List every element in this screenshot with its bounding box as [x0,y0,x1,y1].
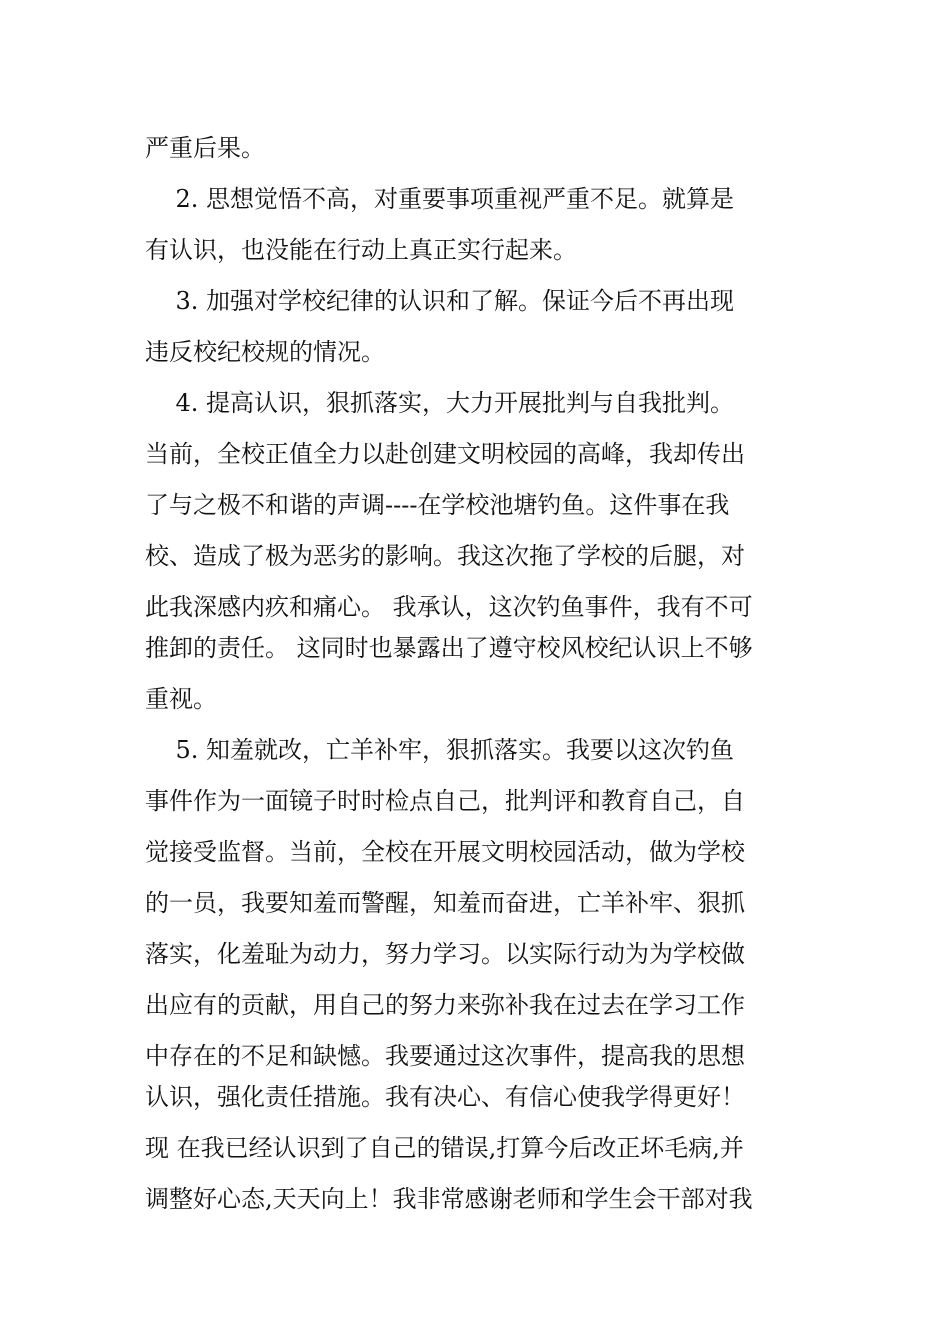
text-line: 落实，化羞耻为动力，努力学习。以实际行动为为学校做 [145,940,745,968]
text-line: 事件作为一面镜子时时检点自己，批判评和教育自己，自 [145,787,745,815]
text-line: 的一员，我要知羞而警醒，知羞而奋进，亡羊补牢、狠抓 [145,889,745,917]
text-line: 3. 加强对学校纪律的认识和了解。保证今后不再出现 [145,287,735,315]
text-line: 有认识，也没能在行动上真正实行起来。 [145,236,577,264]
text-line: 此我深感内疚和痛心。 我承认，这次钓鱼事件，我有不可 [145,593,753,621]
text-line: 重视。 [145,685,217,713]
text-line: 4. 提高认识，狠抓落实，大力开展批判与自我批判。 [145,389,735,417]
text-line: 现 在我已经认识到了自己的错误,打算今后改正坏毛病,并 [145,1134,744,1162]
text-line: 调整好心态,天天向上！我非常感谢老师和学生会干部对我 [145,1185,753,1213]
text-line: 推卸的责任。 这同时也暴露出了遵守校风校纪认识上不够 [145,634,753,662]
text-line: 当前，全校正值全力以赴创建文明校园的高峰，我却传出 [145,440,745,468]
text-line: 严重后果。 [145,134,265,162]
text-line: 5. 知羞就改，亡羊补牢，狠抓落实。我要以这次钓鱼 [145,736,735,764]
text-line: 2. 思想觉悟不高，对重要事项重视严重不足。就算是 [145,185,735,213]
text-line: 违反校纪校规的情况。 [145,338,385,366]
text-line: 校、造成了极为恶劣的影响。我这次拖了学校的后腿，对 [145,542,745,570]
text-line: 中存在的不足和缺憾。我要通过这次事件，提高我的思想 [145,1042,745,1070]
text-line: 了与之极不和谐的声调----在学校池塘钓鱼。这件事在我 [145,491,730,519]
text-line: 出应有的贡献，用自己的努力来弥补我在过去在学习工作 [145,991,745,1019]
text-line: 觉接受监督。当前，全校在开展文明校园活动，做为学校 [145,838,745,866]
text-line: 认识，强化责任措施。我有决心、有信心使我学得更好！ [145,1083,745,1111]
